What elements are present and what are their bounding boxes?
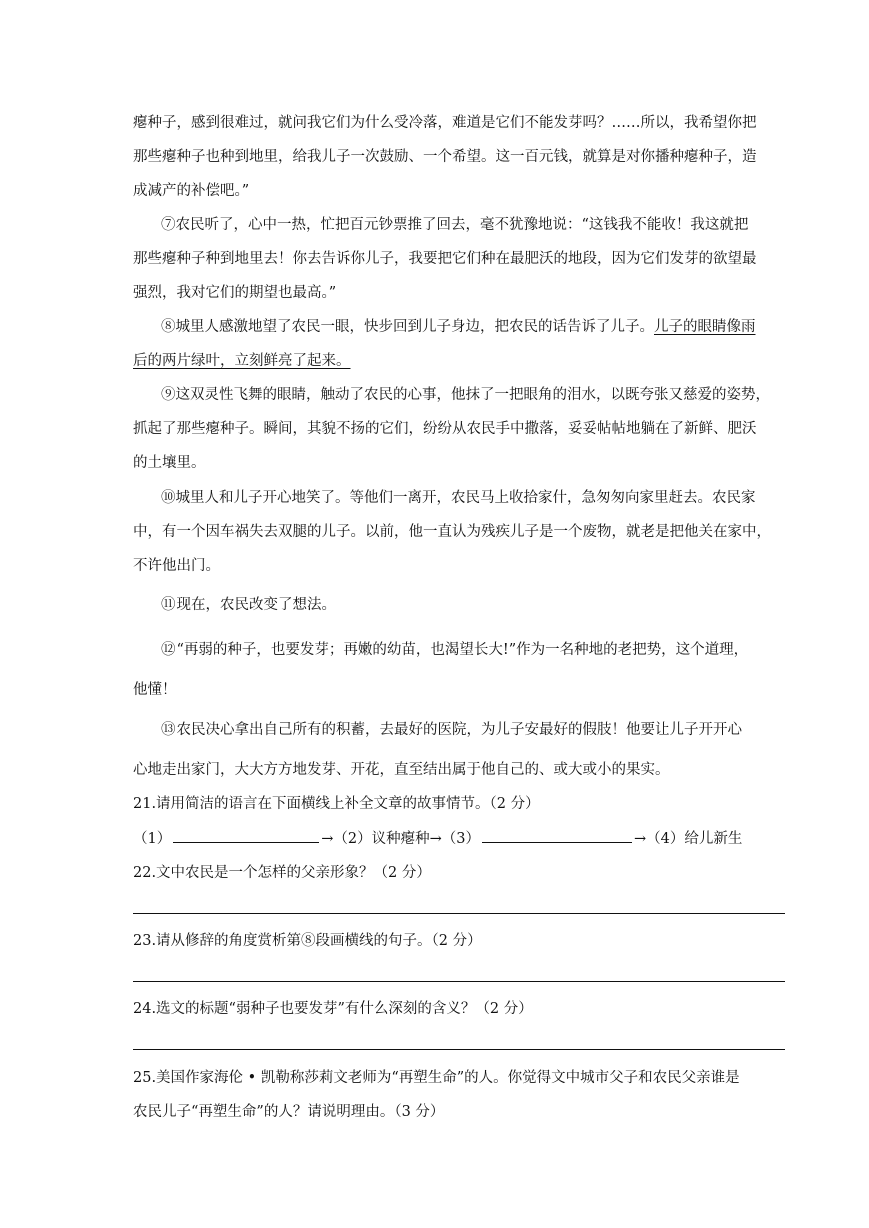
- paragraph-11-text: 现在，农民改变了想法。: [176, 597, 336, 613]
- question-21-answer-row: [133, 828, 788, 849]
- paragraph-11-line: [161, 595, 788, 615]
- paragraph-9-line: 抓起了那些瘪种子。瞬间，其貌不扬的它们，纷纷从农民手中撒落，妥妥帖帖地躺在了新鲜、肥沃: [133, 421, 757, 437]
- passage-line: 瘪种子，感到很难过，就问我它们为什么受冷落，难道是它们不能发芽吗？……所以，我希望你把: [133, 115, 757, 131]
- paragraph-12-line: 他懂！: [133, 682, 177, 698]
- passage-line: 那些瘪种子也种到地里，给我儿子一次鼓励、一个希望。这一百元钱，就算是对你播种瘪种子，造: [133, 149, 757, 165]
- paragraph-12-text: “再弱的种子，也要发芽；再嫩的幼苗，也渴望长大!”作为一名种地的老把势，这个道理，: [176, 642, 749, 658]
- question-25: 农民儿子“再塑生命”的人？请说明理由。（3 分）: [133, 1104, 445, 1120]
- paragraph-13-line: 心地走出家门，大大方方地发芽、开花，直至结出属于他自己的、或大或小的果实。: [133, 762, 670, 778]
- answer-line-22[interactable]: [133, 913, 785, 914]
- answer-line-24[interactable]: [133, 1049, 785, 1050]
- paragraph-7-line: 强烈，我对它们的期望也最高。”: [133, 285, 337, 301]
- paragraph-10-line: 不许他出门。: [133, 558, 220, 574]
- paragraph-number: ⑪: [161, 597, 176, 613]
- underlined-sentence: 后的两片绿叶，立刻鲜亮了起来。: [133, 353, 351, 369]
- answer-blank-1[interactable]: [173, 828, 319, 843]
- question-21: 21.请用简洁的语言在下面横线上补全文章的故事情节。（2 分）: [133, 796, 540, 812]
- paragraph-7-line: 那些瘪种子种到地里去！你去告诉你儿子，我要把它们种在最肥沃的地段，因为它们发芽的欲望最: [133, 251, 757, 267]
- paragraph-9-line: ⑨这双灵性飞舞的眼睛，触动了农民的心事，他抹了一把眼角的泪水，以既夸张又慈爱的姿势，: [161, 387, 770, 403]
- passage-line: 成减产的补偿吧。”: [133, 183, 250, 199]
- paragraph-number: ⑫: [161, 642, 176, 658]
- question-23: 23.请从修辞的角度赏析第⑧段画横线的句子。（2 分）: [133, 933, 482, 949]
- underlined-sentence: 儿子的眼睛像雨: [654, 319, 756, 335]
- plot-step-1-label: （1）: [133, 831, 172, 847]
- paragraph-13-text: 农民决心拿出自己所有的积蓄，去最好的医院，为儿子安最好的假肢！他要让儿子开开心: [176, 722, 742, 738]
- answer-blank-3[interactable]: [482, 828, 632, 843]
- paragraph-10-line: ⑩城里人和儿子开心地笑了。等他们一离开，农民马上收拾家什，急匆匆向家里赶去。农民家: [161, 490, 756, 506]
- paragraph-8-line: [133, 351, 788, 371]
- paragraph-8-line: [161, 317, 788, 337]
- question-24: 24.选文的标题“弱种子也要发芽”有什么深刻的含义？（2 分）: [133, 1001, 533, 1017]
- paragraph-9-line: 的土壤里。: [133, 455, 206, 471]
- paragraph-13-line: [161, 720, 788, 740]
- paragraph-number: ⑬: [161, 722, 176, 738]
- paragraph-7-line: ⑦农民听了，心中一热，忙把百元钞票推了回去，毫不犹豫地说：“这钱我不能收！我这就把: [161, 217, 749, 233]
- answer-line-23[interactable]: [133, 981, 785, 982]
- question-22: 22.文中农民是一个怎样的父亲形象？（2 分）: [133, 865, 431, 881]
- paragraph-8-text: ⑧城里人感激地望了农民一眼，快步回到儿子身边，把农民的话告诉了儿子。: [161, 319, 654, 335]
- paragraph-10-line: 中，有一个因车祸失去双腿的儿子。以前，他一直认为残疾儿子是一个废物，就老是把他关在家中，: [133, 524, 771, 540]
- plot-step-2-label: →（2）议种瘪种→（3）: [321, 831, 480, 847]
- paragraph-12-line: [161, 640, 788, 660]
- question-25: 25.美国作家海伦 • 凯勒称莎莉文老师为“再塑生命”的人。你觉得文中城市父子和农民父亲谁是: [133, 1070, 740, 1086]
- plot-step-4-label: →（4）给儿新生: [633, 831, 743, 847]
